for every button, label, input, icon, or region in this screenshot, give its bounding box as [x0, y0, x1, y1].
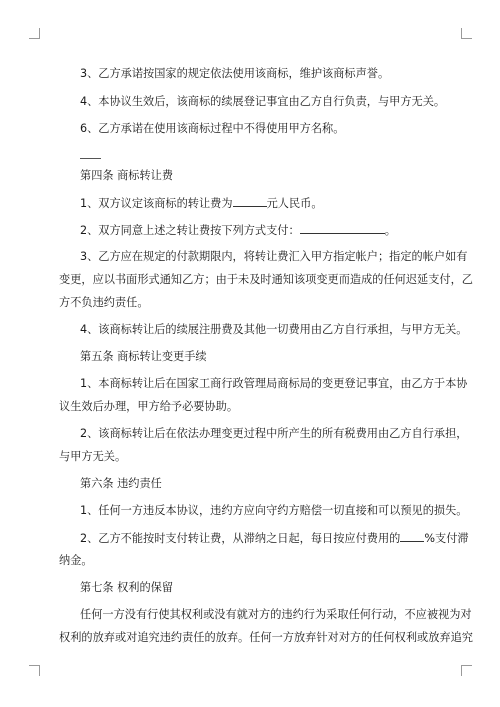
clause-3-trademark-use: 3、乙方承诺按国家的规定依法使用该商标，维护该商标声誉。: [80, 67, 390, 80]
article-7-line-2: 权利的放弃或对追究违约责任的放弃。任何一方放弃针对对方的任何权利或放弃追究: [59, 631, 473, 644]
article-4-item-2-end: 。: [384, 224, 396, 237]
crop-mark-bottom-left: [29, 665, 40, 676]
article-6-item-2-line-1: [80, 530, 469, 547]
fee-amount-blank[interactable]: [233, 195, 267, 207]
article-7-title: 第七条 权利的保留: [80, 581, 174, 594]
clause-4-renewal: 4、本协议生效后，该商标的续展登记事宜由乙方自行负责，与甲方无关。: [80, 95, 446, 108]
article-5-item-2-line-2: 与甲方无关。: [59, 450, 127, 463]
article-4-item-3-line-2: 变更，应以书面形式通知乙方；由于未及时通知该项变更而造成的任何迟延支付，乙: [59, 273, 473, 286]
article-7-line-1: 任何一方没有行使其权利或没有就对方的违约行为采取任何行动，不应被视为对: [80, 608, 472, 621]
payment-method-blank[interactable]: [300, 222, 385, 234]
article-4-item-2-text: 2、双方同意上述之转让费按下列方式支付：: [80, 224, 300, 237]
article-5-item-2-line-1: 2、该商标转让后在依法办理变更过程中所产生的所有税费用由乙方自行承担，: [80, 427, 468, 440]
article-4-item-2: [80, 222, 440, 239]
article-4-item-1-text: 1、双方议定该商标的转让费为: [80, 197, 233, 210]
article-5-item-1-line-1: 1、本商标转让后在国家工商行政管理局商标局的变更登记事宜，由乙方于本协: [80, 377, 468, 390]
crop-mark-bottom-right: [461, 665, 472, 676]
article-6-item-2-suffix: %支付滞: [424, 532, 469, 545]
article-6-item-2-text: 2、乙方不能按时支付转让费，从滞纳之日起，每日按应付费用的: [80, 532, 401, 545]
article-5-title: 第五条 商标转让变更手续: [80, 350, 207, 363]
separator-line: [80, 158, 101, 159]
article-5-item-1-line-2: 议生效后办理，甲方给予必要协助。: [59, 400, 239, 413]
article-6-item-2-line-2: 纳金。: [59, 554, 93, 567]
article-4-item-1-unit: 元人民币。: [266, 197, 323, 210]
article-4-item-1: [80, 195, 440, 212]
article-4-item-4: 4、该商标转让后的续展注册费及其他一切费用由乙方自行承担，与甲方无关。: [80, 323, 468, 336]
article-4-item-3-line-3: 方不负违约责任。: [59, 296, 149, 309]
clause-6-name-use: 6、乙方承诺在使用该商标过程中不得使用甲方名称。: [80, 122, 345, 135]
crop-mark-top-left: [29, 28, 40, 39]
crop-mark-top-right: [461, 28, 472, 39]
article-4-item-3-line-1: 3、乙方应在规定的付款期限内，将转让费汇入甲方指定帐户；指定的帐户如有: [80, 250, 468, 263]
article-4-title: 第四条 商标转让费: [80, 169, 174, 182]
article-6-item-1: 1、任何一方违反本协议，违约方应向守约方赔偿一切直接和可以预见的损失。: [80, 504, 468, 517]
late-fee-percent-blank[interactable]: [400, 530, 424, 542]
article-6-title: 第六条 违约责任: [80, 477, 162, 490]
